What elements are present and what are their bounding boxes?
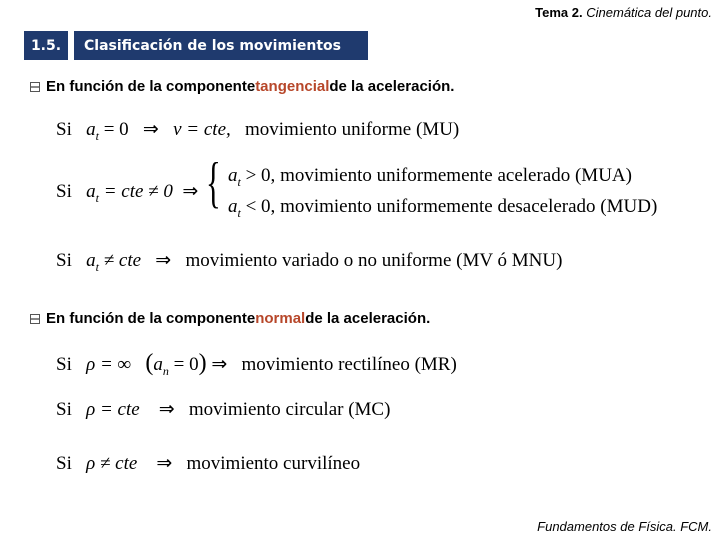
- section-normal-heading: [30, 310, 430, 327]
- accel-var: a: [86, 250, 96, 271]
- square-bullet-icon: [30, 82, 40, 92]
- section-suffix: de la aceleración.: [305, 310, 431, 327]
- normal-accel-sub: n: [162, 363, 169, 378]
- result-text: movimiento curvilíneo: [186, 453, 361, 474]
- slide-title: Clasificación de los movimientos: [74, 31, 368, 60]
- implies-icon: ⇒: [156, 453, 173, 474]
- condition: ≠ cte: [98, 250, 142, 271]
- slide-header: [535, 5, 712, 20]
- section-number-badge: 1.5.: [24, 31, 68, 60]
- header-topic: Cinemática del punto.: [586, 5, 712, 20]
- implies-icon: ⇒: [158, 399, 175, 420]
- condition: = 0: [98, 119, 129, 140]
- velocity-var: v: [173, 119, 182, 140]
- tangential-row-2: [56, 180, 198, 206]
- normal-accel-cond: = 0: [168, 354, 199, 375]
- normal-row-2: [56, 398, 390, 421]
- section-highlight: tangencial: [255, 78, 330, 95]
- section-tangential-heading: [30, 78, 454, 95]
- accel-var: a: [86, 119, 96, 140]
- accel-sub: t: [95, 259, 99, 274]
- normal-accel-var: a: [153, 354, 163, 375]
- section-prefix: En función de la componente: [46, 310, 256, 327]
- implies-icon: ⇒: [155, 250, 172, 271]
- condition: ρ = ∞: [86, 354, 132, 375]
- si-label: Si: [56, 399, 72, 420]
- header-tema: Tema 2.: [535, 5, 583, 20]
- case-text: movimiento uniformemente desacelerado (MUD): [280, 196, 658, 217]
- si-label: Si: [56, 250, 72, 271]
- implies-icon: ⇒: [182, 181, 199, 202]
- si-label: Si: [56, 354, 72, 375]
- si-label: Si: [56, 453, 72, 474]
- tangential-case-2: [228, 196, 657, 221]
- square-bullet-icon: [30, 314, 40, 324]
- slide-footer: Fundamentos de Física. FCM.: [537, 519, 712, 534]
- implies-icon: ⇒: [211, 354, 228, 375]
- case-condition: < 0,: [240, 196, 276, 217]
- accel-var: a: [228, 165, 238, 186]
- tangential-row-3: [56, 249, 562, 275]
- section-highlight: normal: [255, 310, 306, 327]
- tangential-case-1: [228, 165, 632, 190]
- condition: = cte ≠ 0: [98, 181, 173, 202]
- accel-var: a: [86, 181, 96, 202]
- case-text: movimiento uniformemente acelerado (MUA): [280, 165, 632, 186]
- accel-sub: t: [95, 190, 99, 205]
- left-brace-icon: {: [206, 152, 221, 214]
- accel-sub: t: [95, 128, 99, 143]
- result-text: movimiento rectilíneo (MR): [241, 354, 457, 375]
- result-text: movimiento uniforme (MU): [245, 119, 460, 140]
- condition: ρ = cte: [86, 399, 140, 420]
- normal-row-3: [56, 452, 360, 475]
- result-text: movimiento circular (MC): [188, 399, 391, 420]
- section-prefix: En función de la componente: [46, 78, 256, 95]
- si-label: Si: [56, 119, 72, 140]
- implies-icon: ⇒: [142, 119, 159, 140]
- condition: ρ ≠ cte: [86, 453, 138, 474]
- accel-sub: t: [237, 174, 241, 189]
- tangential-row-1: [56, 118, 459, 144]
- case-condition: > 0,: [240, 165, 276, 186]
- result-text: movimiento variado o no uniforme (MV ó MNU): [185, 250, 563, 271]
- si-label: Si: [56, 181, 72, 202]
- accel-var: a: [228, 196, 238, 217]
- section-suffix: de la aceleración.: [329, 78, 455, 95]
- velocity-cond: = cte,: [181, 119, 231, 140]
- normal-row-1: Si ρ = ∞ $(a_n = 0)$ ⇒ movimiento rectilíneo (MR): [56, 350, 457, 378]
- accel-sub: t: [237, 205, 241, 220]
